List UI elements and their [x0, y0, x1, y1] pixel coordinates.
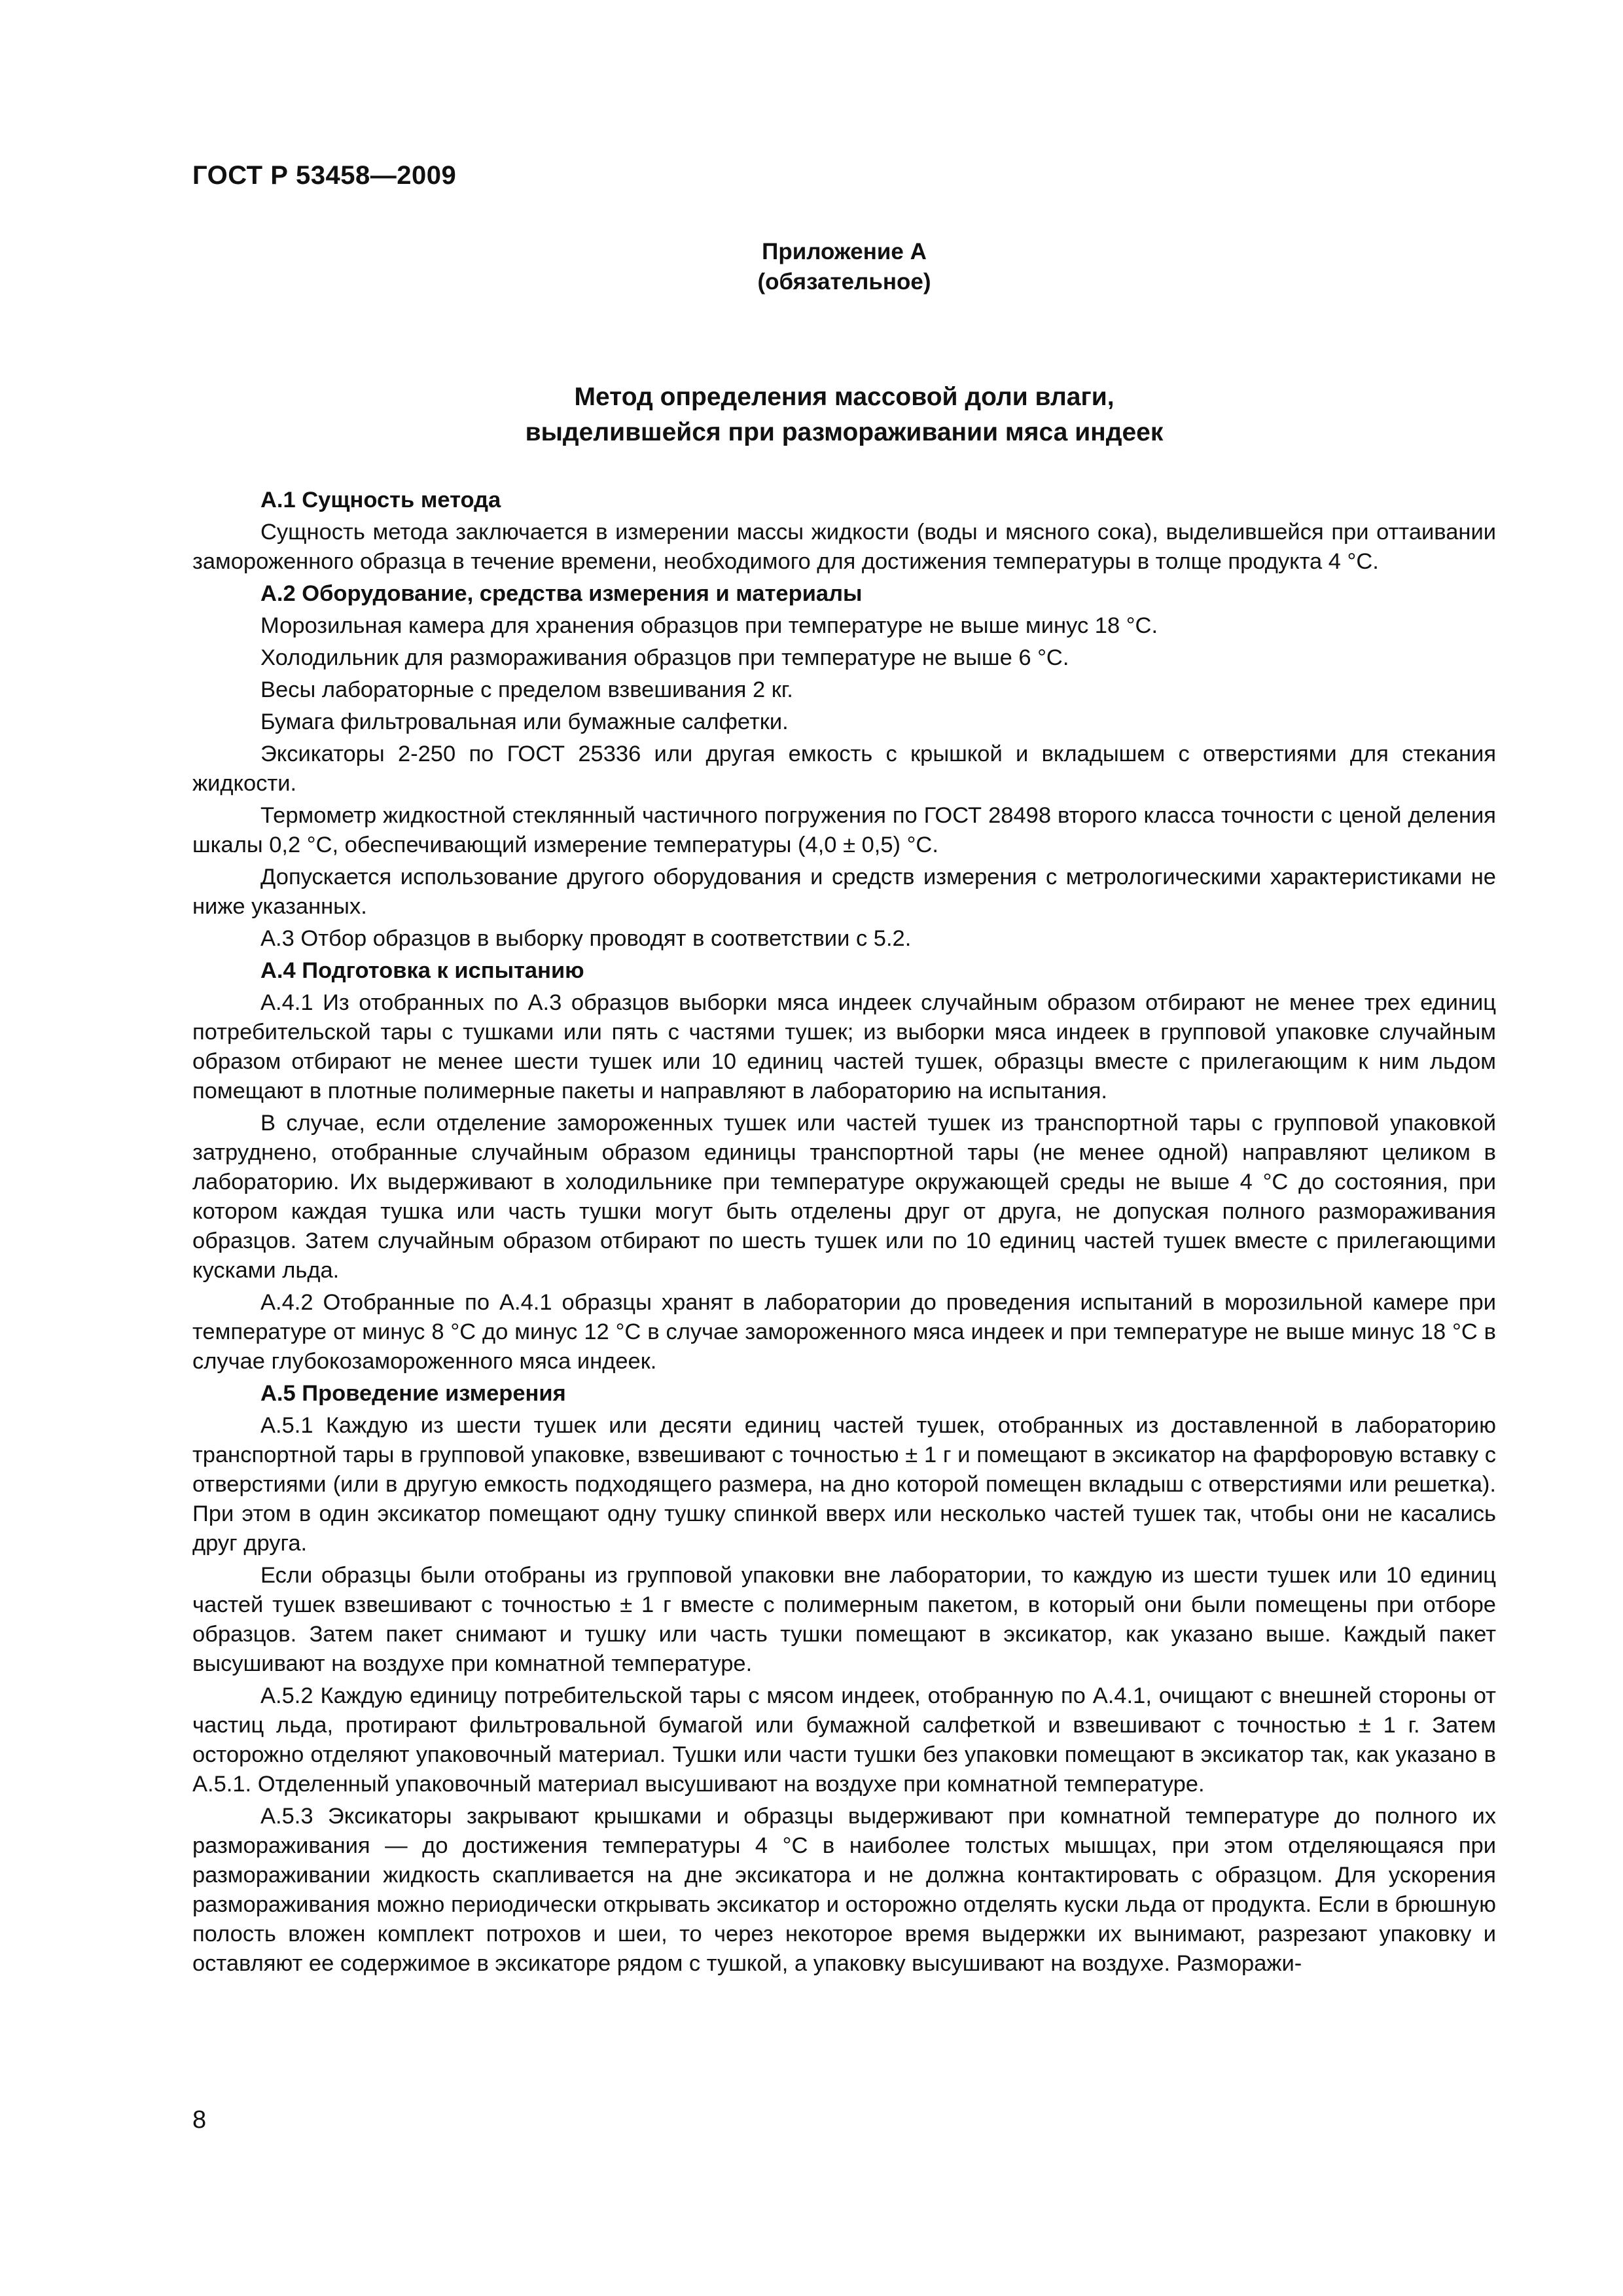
paragraph: В случае, если отделение замороженных тушек или частей тушек из транспортной тары с групповой упаковкой затруднено, отобранные случайным образом единицы транспортной тары (не менее одной) направляют целиком в лабораторию. Их выдерживают в холодильнике при температуре окружающей среды не выше 4 °С до состояния, при котором каждая тушка или часть тушки могут быть отделены друг от друга, не допуская полного размораживания образцов. Затем случайным образом отбирают по шесть тушек или по 10 единиц частей тушек вместе с прилегающими кусками льда.: [192, 1111, 1496, 1283]
annex-heading: [192, 237, 1496, 297]
section-heading-a1: А.1 Сущность метода: [260, 488, 501, 512]
document-body: [192, 484, 1496, 1981]
method-title-line-2: выделившейся при размораживании мяса индеек: [525, 418, 1164, 446]
paragraph: Весы лабораторные с пределом взвешивания 2 кг.: [260, 677, 793, 702]
section-heading-a5: А.5 Проведение измерения: [260, 1381, 566, 1406]
paragraph: А.5.1 Каждую из шести тушек или десяти единиц частей тушек, отобранных из доставленной в лабораторию транспортной тары в групповой упаковке, взвешивают с точностью ± 1 г и помещают в эксикатор на фарфоровую вставку с отверстиями (или в другую емкость подходящего размера, на дно которой помещен вкладыш с отверстиями или решетка). При этом в один эксикатор помещают одну тушку спинкой вверх или несколько частей тушек так, чтобы они не касались друг друга.: [192, 1413, 1496, 1556]
section-a3-text: А.3 Отбор образцов в выборку проводят в соответствии с 5.2.: [260, 926, 912, 951]
paragraph: Допускается использование другого оборудования и средств измерения с метрологическими характеристиками не ниже указанных.: [192, 865, 1496, 919]
page-number: 8: [192, 2106, 207, 2134]
annex-status: (обязательное): [757, 269, 931, 295]
method-title-line-1: Метод определения массовой доли влаги,: [574, 383, 1115, 411]
paragraph: Термометр жидкостной стеклянный частичного погружения по ГОСТ 28498 второго класса точности с ценой деления шкалы 0,2 °С, обеспечивающий измерение температуры (4,0 ± 0,5) °С.: [192, 803, 1496, 857]
paragraph: А.4.2 Отобранные по А.4.1 образцы хранят в лаборатории до проведения испытаний в морозильной камере при температуре от минус 8 °С до минус 12 °С в случае замороженного мяса индеек и при температуре не выше минус 18 °С в случае глубокозамороженного мяса индеек.: [192, 1290, 1496, 1374]
paragraph: А.4.1 Из отобранных по А.3 образцов выборки мяса индеек случайным образом отбирают не менее трех единиц потребительской тары с тушками или пять с частями тушек; из выборки мяса индеек в групповой упаковке случайным образом отбирают не менее шести тушек или 10 единиц частей тушек, образцы вместе с прилегающим к ним льдом помещают в плотные полимерные пакеты и направляют в лабораторию на испытания.: [192, 990, 1496, 1103]
method-title: [192, 380, 1496, 450]
paragraph: Бумага фильтровальная или бумажные салфетки.: [260, 709, 789, 734]
paragraph: Эксикаторы 2-250 по ГОСТ 25336 или другая емкость с крышкой и вкладышем с отверстиями для стекания жидкости.: [192, 742, 1496, 796]
section-heading-a4: А.4 Подготовка к испытанию: [260, 958, 584, 983]
document-header: ГОСТ Р 53458—2009: [192, 161, 457, 190]
section-heading-a2: А.2 Оборудование, средства измерения и материалы: [260, 581, 863, 606]
paragraph: А.5.3 Эксикаторы закрывают крышками и образцы выдерживают при комнатной температуре до полного их размораживания — до достижения температуры 4 °С в наиболее толстых мышцах, при этом отделяющаяся при размораживании жидкость скапливается на дне эксикатора и не должна контактировать с образцом. Для ускорения размораживания можно периодически открывать эксикатор и осторожно отделять куски льда от продукта. Если в брюшную полость вложен комплект потрохов и шеи, то через некоторое время выдержки их вынимают, разрезают упаковку и оставляют ее содержимое в эксикаторе рядом с тушкой, а упаковку высушивают на воздухе. Разморажи-: [192, 1804, 1496, 1976]
paragraph: Сущность метода заключается в измерении массы жидкости (воды и мясного сока), выделившейся при оттаивании замороженного образца в течение времени, необходимого для достижения температуры в толще продукта 4 °С.: [192, 520, 1496, 574]
annex-title: Приложение А: [762, 239, 927, 264]
paragraph: Если образцы были отобраны из групповой упаковки вне лаборатории, то каждую из шести тушек или 10 единиц частей тушек взвешивают с точностью ± 1 г вместе с полимерным пакетом, в который они были помещены при отборе образцов. Затем пакет снимают и тушку или часть тушки помещают в эксикатор, как указано выше. Каждый пакет высушивают на воздухе при комнатной температуре.: [192, 1563, 1496, 1676]
paragraph: Морозильная камера для хранения образцов при температуре не выше минус 18 °С.: [260, 613, 1158, 638]
paragraph: Холодильник для размораживания образцов при температуре не выше 6 °С.: [260, 645, 1069, 670]
paragraph: А.5.2 Каждую единицу потребительской тары с мясом индеек, отобранную по А.4.1, очищают с внешней стороны от частиц льда, протирают фильтровальной бумагой или бумажной салфеткой и взвешивают с точностью ± 1 г. Затем осторожно отделяют упаковочный материал. Тушки или части тушки без упаковки помещают в эксикатор так, как указано в А.5.1. Отделенный упаковочный материал высушивают на воздухе при комнатной температуре.: [192, 1683, 1496, 1797]
